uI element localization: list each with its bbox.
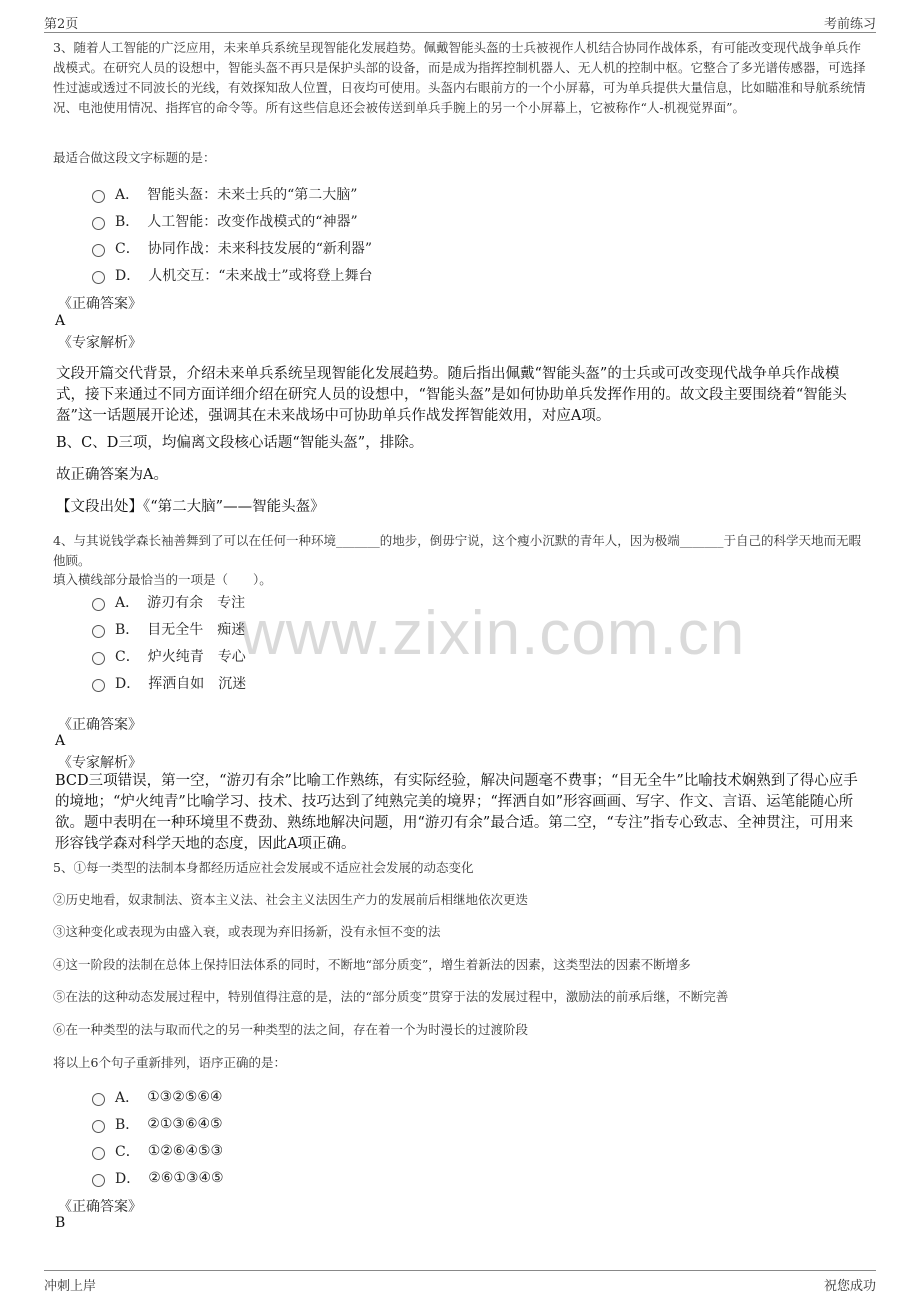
q5-sentence-3: ③这种变化或表现为由盛入衰，或表现为弃旧扬新，没有永恒不变的法 [53,924,441,939]
q4-answer-label: 《正确答案》 [58,717,142,733]
q4-question: 填入横线部分最恰当的一项是（ ）。 [53,572,272,587]
radio-icon[interactable] [92,652,105,665]
q5-sentence-4: ④这一阶段的法制在总体上保持旧法体系的同时，不断地“部分质变”，增生着新法的因素，这类型法的因素不断增多 [53,957,691,972]
q3-option-d[interactable]: D． 人机交互：“未来战士”或将登上舞台 [92,265,373,285]
q3-passage: 3、随着人工智能的广泛应用，未来单兵系统呈现智能化发展趋势。佩戴智能头盔的士兵被视作人机结合协同作战体系，有可能改变现代战争单兵作战模式。在研究人员的设想中，智能头盔不再只是保护头部的设备，而是成为指挥控制机器人、无人机的控制中枢。它整合了多光谱传感器，可选择性过滤或透过不同波长的光线，有效探知敌人位置，日夜均可使用。头盔内右眼前方的一个小屏幕，可为单兵提供大量信息，比如瞄准和导航系统情况、电池使用情况、指挥官的命令等。所有这些信息还会被传送到单兵手腕上的另一个小屏幕上，它被称作“人-机视觉界面”。 [53,40,866,115]
q5-sentence-6: ⑥在一种类型的法与取而代之的另一种类型的法之间，存在着一个为时漫长的过渡阶段 [53,1022,529,1037]
radio-icon[interactable] [92,244,105,257]
radio-icon[interactable] [92,190,105,203]
q5-option-a[interactable]: A． ①③②⑤⑥④ [92,1087,222,1107]
radio-icon[interactable] [92,625,105,638]
q3-analysis-p2: B、C、D三项，均偏离文段核心话题“智能头盔”，排除。 [56,435,424,451]
q5-sentence-2: ②历史地看，奴隶制法、资本主义法、社会主义法因生产力的发展前后相继地依次更迭 [53,892,529,907]
footer-left: 冲刺上岸 [44,1279,97,1294]
q3-source: 【文段出处】《“第二大脑”——智能头盔》 [56,499,325,515]
q4-passage: 4、与其说钱学森长袖善舞到了可以在任何一种环境_______的地步，倒毋宁说，这个瘦小沉默的青年人，因为极端_______于自己的科学天地而无暇他顾。 [53,533,861,568]
q4-answer: A [55,733,66,749]
q4-option-c[interactable]: C． 炉火纯青 专心 [92,646,246,666]
q3-option-a[interactable]: A． 智能头盔：未来士兵的“第二大脑” [92,184,357,204]
radio-icon[interactable] [92,1174,105,1187]
page-number: 第2页 [44,17,79,32]
radio-icon[interactable] [92,1120,105,1133]
radio-icon[interactable] [92,679,105,692]
q3-analysis-p1: 文段开篇交代背景，介绍未来单兵系统呈现智能化发展趋势。随后指出佩戴“智能头盔”的士兵或可改变现代战争单兵作战模式，接下来通过不同方面详细介绍在研究人员的设想中，“智能头盔”是如何协助单兵发挥作用的。故文段主要围绕着“智能头盔”这一话题展开论述，强调其在未来战场中可协助单兵作战发挥智能效用，对应A项。 [56,366,847,424]
q3-analysis-label: 《专家解析》 [58,335,142,351]
q3-answer-label: 《正确答案》 [58,296,142,312]
q3-option-b[interactable]: B． 人工智能：改变作战模式的“神器” [92,211,358,231]
q5-option-b[interactable]: B． ②①③⑥④⑤ [92,1114,223,1134]
q5-answer-label: 《正确答案》 [58,1199,142,1215]
q3-analysis-p3: 故正确答案为A。 [56,467,168,483]
header-title: 考前练习 [823,17,876,32]
footer-right: 祝您成功 [823,1279,876,1294]
radio-icon[interactable] [92,217,105,230]
q4-option-a[interactable]: A． 游刃有余 专注 [92,592,245,612]
q5-sentence-5: ⑤在法的这种动态发展过程中，特别值得注意的是，法的“部分质变”贯穿于法的发展过程中，激励法的前承后继，不断完善 [53,989,729,1004]
page-header [44,10,876,33]
q4-analysis: BCD三项错误，第一空，“游刃有余”比喻工作熟练，有实际经验，解决问题毫不费事；“目无全牛”比喻技术娴熟到了得心应手的境地；“炉火纯青”比喻学习、技术、技巧达到了纯熟完美的境界；“挥洒自如”形容画画、写字、作文、言语、运笔能随心所欲。题中表明在一种环境里不费劲、熟练地解决问题，用“游刃有余”最合适。第二空，“专注”指专心致志、全神贯注，可用来形容钱学森对科学天地的态度，因此A项正确。 [55,773,858,852]
q3-answer: A [55,313,66,329]
q4-option-d[interactable]: D． 挥洒自如 沉迷 [92,673,246,693]
q5-sentence-1: 5、①每一类型的法制本身都经历适应社会发展或不适应社会发展的动态变化 [53,860,474,875]
q5-option-c[interactable]: C． ①②⑥④⑤③ [92,1141,223,1161]
radio-icon[interactable] [92,271,105,284]
q3-option-c[interactable]: C． 协同作战：未来科技发展的“新利器” [92,238,372,258]
watermark: www.zixin.com.cn [240,599,746,668]
q4-analysis-label: 《专家解析》 [58,755,142,771]
q4-option-b[interactable]: B． 目无全牛 痴迷 [92,619,245,639]
q5-answer: B [55,1215,66,1231]
radio-icon[interactable] [92,1147,105,1160]
q5-question: 将以上6个句子重新排列，语序正确的是： [53,1055,286,1070]
q3-question: 最适合做这段文字标题的是： [53,150,216,165]
q5-option-d[interactable]: D． ②⑥①③④⑤ [92,1168,224,1188]
radio-icon[interactable] [92,598,105,611]
radio-icon[interactable] [92,1093,105,1106]
page-footer [44,1270,876,1295]
